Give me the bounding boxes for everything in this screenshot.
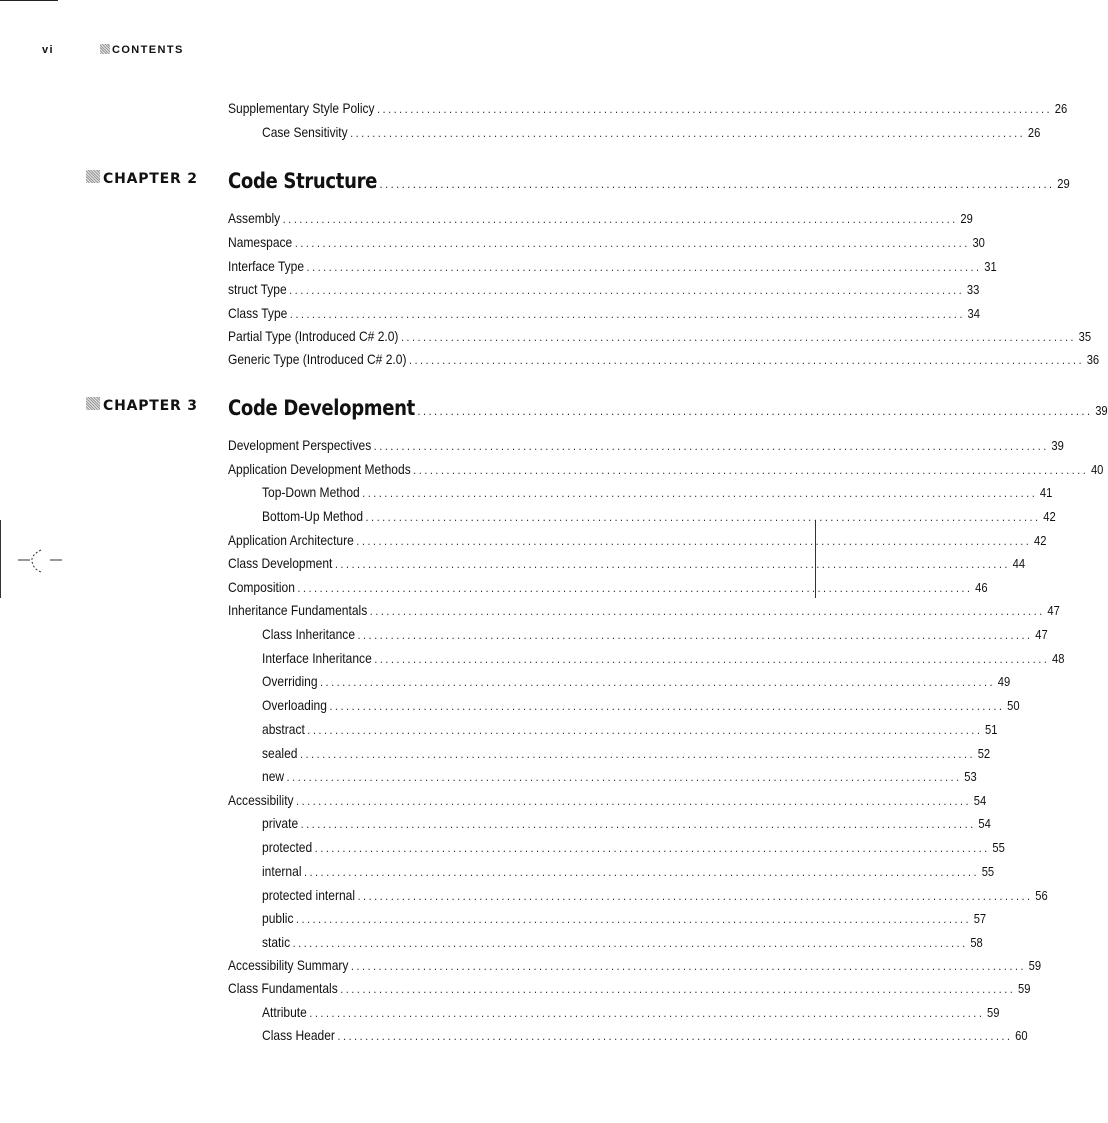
toc-entry[interactable] (228, 234, 985, 254)
toc-subentry[interactable] (262, 839, 1005, 859)
dot-leader: .......................................................................................................................... (379, 177, 1055, 191)
dot-leader: .......................................................................................................................... (292, 936, 968, 950)
dot-leader: .......................................................................................................................... (297, 581, 973, 595)
toc-subentry[interactable] (262, 673, 1011, 693)
dot-leader: .......................................................................................................................... (289, 307, 965, 321)
entry-page-number: 54 (978, 816, 991, 831)
entry-title: Overriding (262, 673, 318, 689)
entry-page-number: 47 (1047, 603, 1060, 618)
chapter-number: CHAPTER 2 (103, 171, 198, 187)
chapter-number: CHAPTER 3 (103, 398, 198, 414)
entry-page-number: 35 (1078, 329, 1092, 344)
entry-page-number: 42 (1034, 533, 1047, 548)
entry-page-number: 36 (1086, 352, 1100, 367)
entry-title: abstract (262, 721, 305, 737)
entry-page-number: 33 (966, 282, 980, 297)
dot-leader: .......................................................................................................................... (286, 770, 962, 784)
entry-page-number: 54 (973, 793, 987, 808)
entry-page-number: 42 (1043, 509, 1056, 524)
dot-leader: .......................................................................................................................... (413, 463, 1089, 477)
entry-title: Class Inheritance (262, 626, 356, 642)
dot-leader: .......................................................................................................................... (296, 794, 972, 808)
dot-leader: .......................................................................................................................... (282, 212, 958, 226)
toc-entry[interactable] (228, 328, 1092, 348)
entry-title: Class Development (228, 555, 333, 571)
toc-entry[interactable] (228, 555, 1026, 575)
entry-page-number: 58 (970, 935, 983, 950)
entry-title: Interface Inheritance (262, 650, 372, 666)
entry-page-number: 53 (964, 769, 977, 784)
entry-title: struct Type (228, 281, 287, 297)
entry-page-number: 41 (1039, 485, 1053, 500)
toc-subentry[interactable] (262, 697, 1020, 717)
toc-entry[interactable] (228, 210, 973, 230)
entry-page-number: 60 (1015, 1028, 1028, 1043)
entry-title: Accessibility (228, 792, 294, 808)
dot-leader: .......................................................................................................................... (334, 557, 1011, 571)
dot-leader: .......................................................................................................................... (357, 889, 1033, 903)
entry-title: Class Type (228, 305, 288, 321)
entry-title: Accessibility Summary (228, 957, 349, 973)
entry-page-number: 26 (1054, 101, 1068, 116)
entry-title: private (262, 815, 299, 831)
entry-title: Class Fundamentals (228, 980, 338, 996)
dot-leader: .......................................................................................................................... (306, 260, 982, 274)
toc-entry[interactable] (228, 532, 1047, 552)
entry-page-number: 59 (1017, 981, 1031, 996)
entry-title: sealed (262, 745, 298, 761)
entry-page-number: 46 (975, 580, 988, 595)
dot-leader: .......................................................................................................................... (356, 534, 1032, 548)
entry-page-number: 47 (1035, 627, 1048, 642)
entry-page-number: 49 (997, 674, 1011, 689)
entry-title: public (262, 910, 294, 926)
toc-subentry[interactable] (262, 124, 1041, 144)
chapter-title: Code Development (228, 396, 415, 420)
toc-subentry[interactable] (262, 508, 1056, 528)
entry-page-number: 31 (984, 259, 997, 274)
crop-mark-icon (18, 547, 66, 575)
entry-title: Partial Type (Introduced C# 2.0) (228, 328, 399, 344)
toc-entry[interactable] (228, 305, 981, 325)
entry-title: Supplementary Style Policy (228, 100, 375, 116)
entry-page-number: 34 (967, 306, 981, 321)
toc-entry[interactable] (228, 579, 988, 599)
dot-leader: .......................................................................................................................... (417, 404, 1093, 418)
toc-subentry[interactable] (262, 863, 995, 883)
entry-page-number: 51 (985, 722, 998, 737)
dot-leader: .......................................................................................................................... (377, 102, 1053, 116)
entry-title: Application Development Methods (228, 461, 411, 477)
toc-entry[interactable] (228, 100, 1068, 120)
toc-subentry[interactable] (262, 745, 991, 765)
chapter-title: Code Structure (228, 169, 378, 193)
entry-title: new (262, 768, 285, 784)
dot-leader: .......................................................................................................................... (320, 675, 996, 689)
dot-leader: .......................................................................................................................... (409, 353, 1085, 367)
dot-leader: .......................................................................................................................... (294, 236, 970, 250)
entry-title: Attribute (262, 1004, 307, 1020)
chapter-page-number: 39 (1095, 403, 1108, 418)
toc-subentry[interactable] (262, 484, 1053, 504)
entry-page-number: 39 (1051, 438, 1064, 453)
toc-entry[interactable] (228, 957, 1042, 977)
entry-title: Application Architecture (228, 532, 354, 548)
toc-subentry[interactable] (262, 1027, 1028, 1047)
toc-entry[interactable] (228, 980, 1031, 1000)
running-title-text: CONTENTS (112, 44, 184, 56)
entry-title: Assembly (228, 210, 281, 226)
square-bullet-icon (86, 397, 100, 410)
crop-line-left (0, 520, 1, 598)
dot-leader: .......................................................................................................................... (374, 652, 1050, 666)
entry-title: protected internal (262, 887, 356, 903)
toc-subentry[interactable] (262, 721, 998, 741)
chapter-page-number: 29 (1057, 176, 1070, 191)
chapter-heading-entry[interactable] (228, 169, 1070, 193)
chapter-label (86, 170, 198, 194)
entry-page-number: 55 (992, 840, 1005, 855)
entry-title: Development Perspectives (228, 437, 372, 453)
entry-title: Inheritance Fundamentals (228, 602, 368, 618)
entry-title: Composition (228, 579, 295, 595)
dot-leader: .......................................................................................................................... (350, 126, 1026, 140)
toc-entry[interactable] (228, 351, 1100, 371)
toc-subentry[interactable] (262, 626, 1048, 646)
dot-leader: .......................................................................................................................... (401, 330, 1077, 344)
chapter-heading-entry[interactable] (228, 396, 1108, 420)
entry-page-number: 52 (977, 746, 991, 761)
dot-leader: .......................................................................................................................... (300, 747, 976, 761)
entry-page-number: 50 (1007, 698, 1020, 713)
entry-page-number: 55 (981, 864, 995, 879)
toc-entry[interactable] (228, 281, 980, 301)
toc-entry[interactable] (228, 437, 1064, 457)
entry-page-number: 26 (1027, 125, 1041, 140)
dot-leader: .......................................................................................................................... (369, 604, 1045, 618)
square-bullet-icon (100, 44, 110, 54)
entry-page-number: 59 (987, 1005, 1000, 1020)
entry-title: Top-Down Method (262, 484, 360, 500)
dot-leader: .......................................................................................................................... (337, 1029, 1013, 1043)
entry-page-number: 44 (1012, 556, 1026, 571)
top-rule (0, 0, 58, 1)
toc-subentry[interactable] (262, 768, 977, 788)
toc-subentry[interactable] (262, 910, 987, 930)
running-title (100, 44, 184, 56)
toc-subentry[interactable] (262, 934, 983, 954)
entry-page-number: 30 (972, 235, 985, 250)
toc-entry[interactable] (228, 602, 1060, 622)
entry-title: protected (262, 839, 313, 855)
dot-leader: .......................................................................................................................... (300, 817, 976, 831)
entry-title: Bottom-Up Method (262, 508, 364, 524)
entry-title: Namespace (228, 234, 293, 250)
toc-subentry[interactable] (262, 650, 1065, 670)
toc-subentry[interactable] (262, 815, 991, 835)
entry-page-number: 56 (1035, 888, 1048, 903)
entry-page-number: 57 (973, 911, 987, 926)
entry-title: internal (262, 863, 302, 879)
entry-title: Overloading (262, 697, 327, 713)
dot-leader: .......................................................................................................................... (329, 699, 1005, 713)
dot-leader: .......................................................................................................................... (296, 912, 972, 926)
entry-title: Case Sensitivity (262, 124, 348, 140)
entry-page-number: 48 (1051, 651, 1065, 666)
entry-title: Generic Type (Introduced C# 2.0) (228, 351, 407, 367)
dot-leader: .......................................................................................................................... (309, 1006, 985, 1020)
dot-leader: .......................................................................................................................... (304, 865, 980, 879)
entry-title: Class Header (262, 1027, 335, 1043)
entry-title: Interface Type (228, 258, 305, 274)
dot-leader: .......................................................................................................................... (289, 283, 965, 297)
entry-page-number: 59 (1028, 958, 1042, 973)
dot-leader: .......................................................................................................................... (365, 510, 1041, 524)
entry-page-number: 40 (1090, 462, 1104, 477)
entry-page-number: 29 (960, 211, 973, 226)
entry-title: static (262, 934, 291, 950)
dot-leader: .......................................................................................................................... (357, 628, 1033, 642)
toc-subentry[interactable] (262, 887, 1048, 907)
toc-entry[interactable] (228, 258, 997, 278)
toc-entry[interactable] (228, 792, 987, 812)
dot-leader: .......................................................................................................................... (307, 723, 983, 737)
dot-leader: .......................................................................................................................... (340, 982, 1016, 996)
toc-entry[interactable] (228, 461, 1104, 481)
square-bullet-icon (86, 170, 100, 183)
dot-leader: .......................................................................................................................... (362, 486, 1038, 500)
chapter-label (86, 397, 198, 421)
page-folio: vi (42, 44, 54, 56)
dot-leader: .......................................................................................................................... (314, 841, 990, 855)
dot-leader: .......................................................................................................................... (373, 439, 1049, 453)
toc-subentry[interactable] (262, 1004, 1000, 1024)
dot-leader: .......................................................................................................................... (351, 959, 1027, 973)
